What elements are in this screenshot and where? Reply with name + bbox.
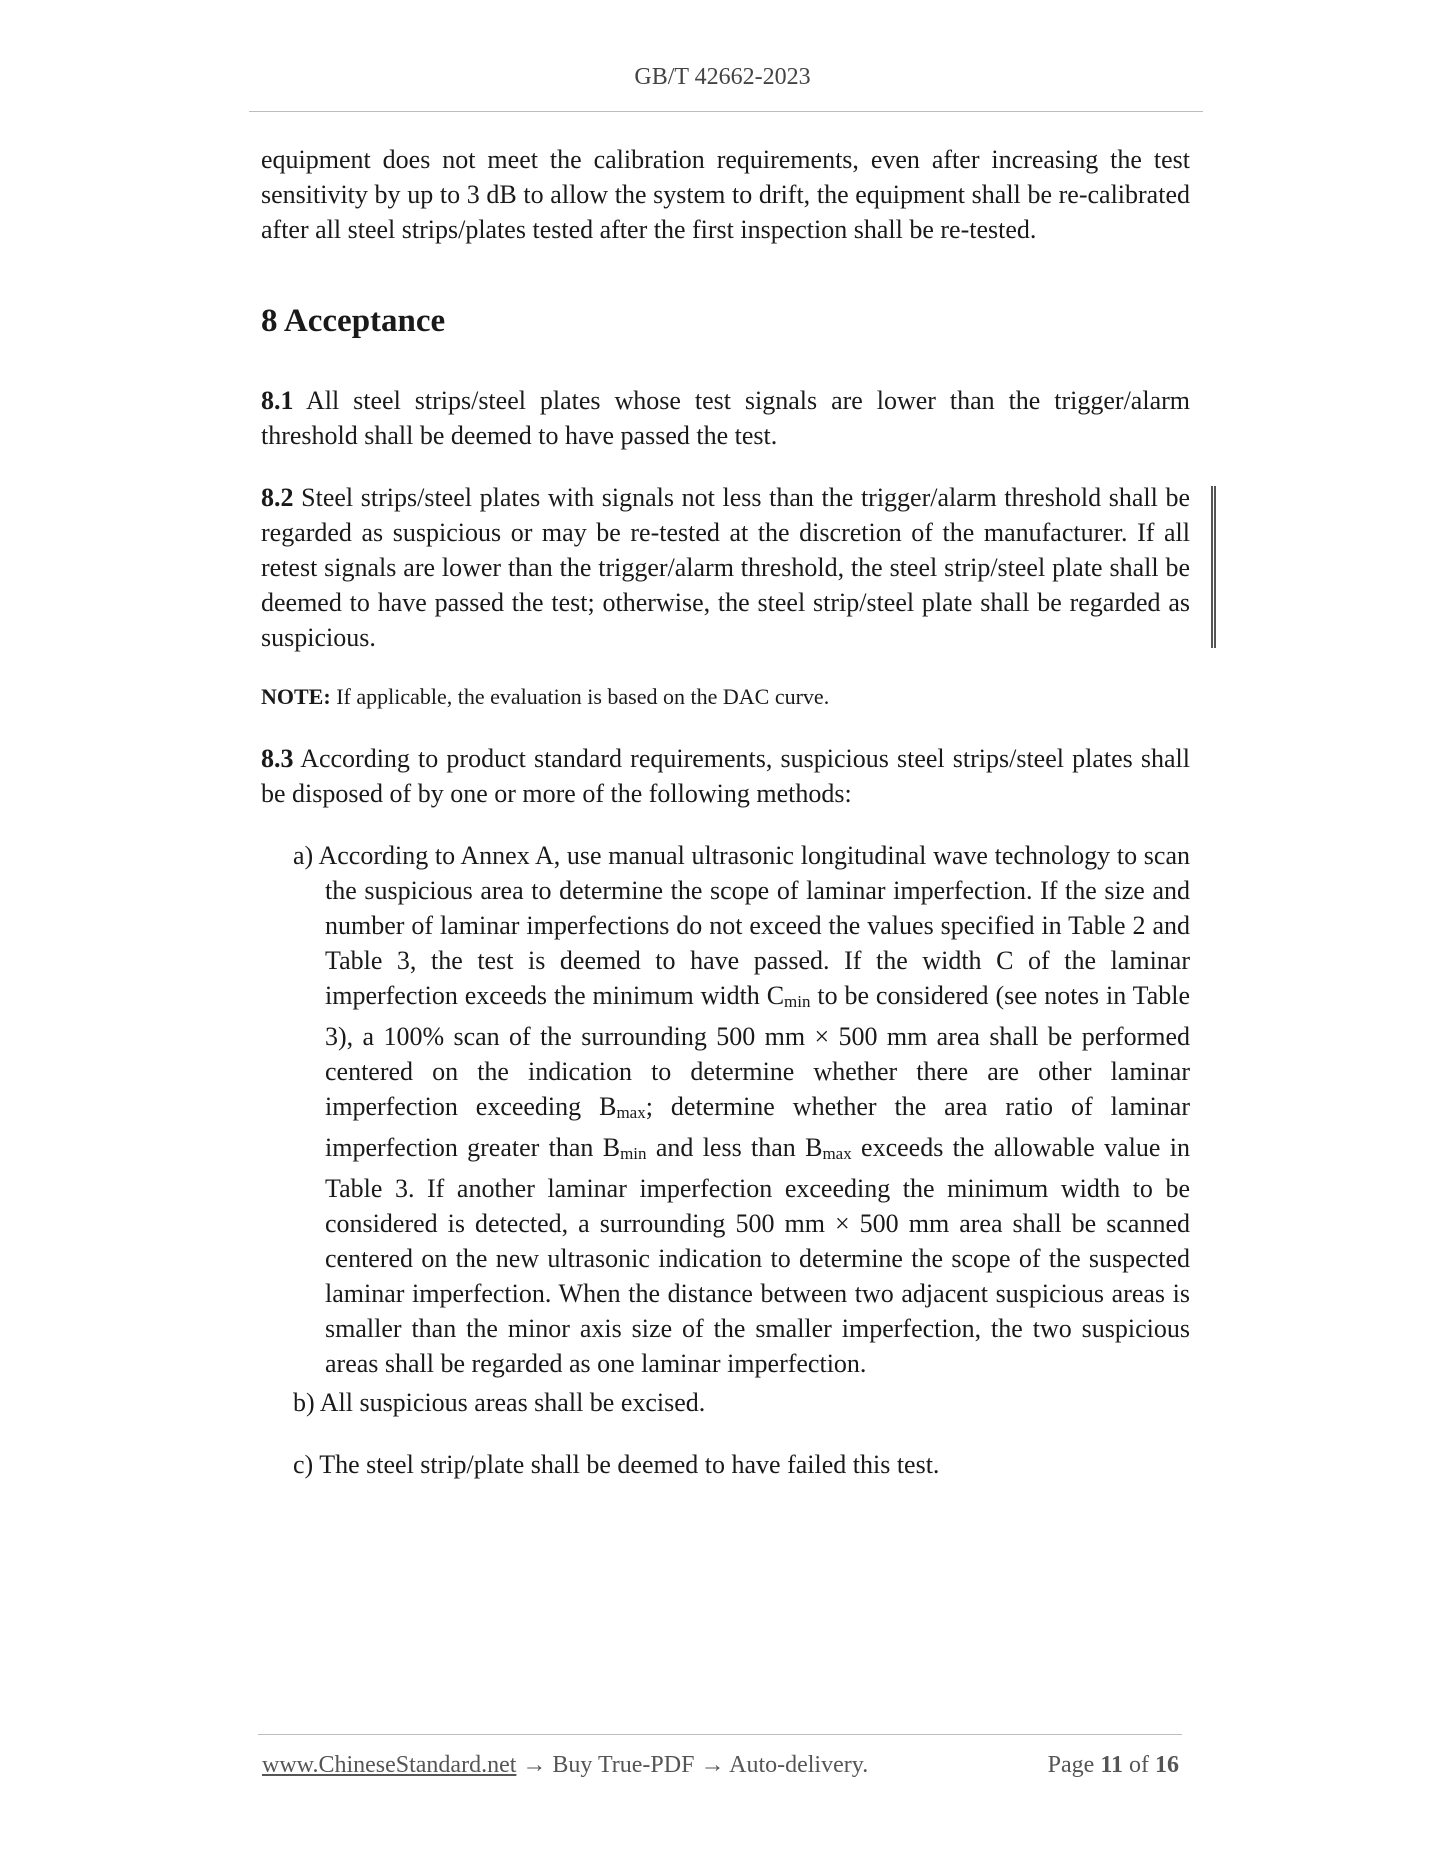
total-pages-number: 16 bbox=[1155, 1752, 1179, 1778]
clause-number: 8.1 bbox=[261, 386, 294, 415]
list-item-text: a) According to Annex A, use manual ultrasonic longitudinal wave technology to scan the suspicious area to determine the scope of laminar imperfection. If the size and number of laminar imperfections do not exceed the values specified in Table 2 and Table 3, the test is deemed to have passed. If the width C of the laminar imperfection exceeds the minimum width C bbox=[293, 841, 1190, 1010]
clause-8-1 bbox=[261, 383, 1190, 453]
list-item-b: b) All suspicious areas shall be excised. bbox=[293, 1388, 706, 1417]
revision-change-bar bbox=[1211, 486, 1216, 648]
current-page-number: 11 bbox=[1100, 1752, 1123, 1778]
page-indicator bbox=[1048, 1752, 1179, 1779]
clause-text: All steel strips/steel plates whose test signals are lower than the trigger/alarm threshold shall be deemed to have passed the test. bbox=[261, 386, 1190, 450]
header-divider bbox=[249, 111, 1203, 112]
clause-text: According to product standard requirements, suspicious steel strips/steel plates shall be disposed of by one or more of the following methods: bbox=[261, 744, 1190, 808]
clause-text: Steel strips/steel plates with signals not less than the trigger/alarm threshold shall be regarded as suspicious or may be re-tested at the discretion of the manufacturer. If all retest signals are lower than the trigger/alarm threshold, the steel strip/steel plate shall be deemed to have passed the test; otherwise, the steel strip/steel plate shall be regarded as suspicious. bbox=[261, 483, 1190, 652]
page-of-label: of bbox=[1123, 1752, 1155, 1778]
list-item-text: and less than B bbox=[646, 1133, 823, 1162]
subscript: max bbox=[822, 1144, 852, 1163]
section-heading-acceptance: 8 Acceptance bbox=[261, 303, 446, 339]
list-item-text: to be considered (see notes in Table 3), a 100% scan of the surrounding 500 mm × 500 mm area shall be performed centered on the indication to determine whether there are other laminar imperfection exceeding B bbox=[325, 981, 1190, 1121]
subscript: min bbox=[620, 1144, 647, 1163]
subscript: min bbox=[784, 992, 811, 1011]
document-id-header: GB/T 42662-2023 bbox=[634, 64, 811, 90]
list-item-a bbox=[293, 838, 1190, 1381]
clause-8-3 bbox=[261, 741, 1190, 811]
website-link[interactable]: www.ChineseStandard.net bbox=[262, 1752, 517, 1778]
clause-number: 8.2 bbox=[261, 483, 294, 512]
note bbox=[261, 682, 1190, 712]
footer-tagline: → Buy True-PDF → Auto-delivery. bbox=[516, 1752, 869, 1778]
intro-paragraph: equipment does not meet the calibration requirements, even after increasing the test sensitivity by up to 3 dB to allow the system to drift, the equipment shall be re-calibrated after all steel strips/plates tested after the first inspection shall be re-tested. bbox=[261, 145, 1190, 244]
footer-divider bbox=[258, 1734, 1182, 1735]
note-label: NOTE: bbox=[261, 684, 331, 709]
list-item-text: exceeds the allowable value in Table 3. If another laminar imperfection exceeding the minimum width to be considered is detected, a surrounding 500 mm × 500 mm area shall be scanned centered on the new ultrasonic indication to determine the scope of the suspected laminar imperfection. When the distance between two adjacent suspicious areas is smaller than the minor axis size of the smaller imperfection, the two suspicious areas shall be regarded as one laminar imperfection. bbox=[325, 1133, 1190, 1378]
page-label: Page bbox=[1047, 1752, 1101, 1778]
footer-promo bbox=[262, 1752, 868, 1779]
clause-8-2 bbox=[261, 480, 1190, 655]
clause-number: 8.3 bbox=[261, 744, 294, 773]
list-item-c: c) The steel strip/plate shall be deemed to have failed this test. bbox=[293, 1450, 940, 1479]
subscript: max bbox=[616, 1103, 646, 1122]
note-text: If applicable, the evaluation is based on the DAC curve. bbox=[330, 684, 830, 709]
list-item-text: ; determine whether the area ratio of laminar imperfection greater than B bbox=[325, 1092, 1190, 1162]
